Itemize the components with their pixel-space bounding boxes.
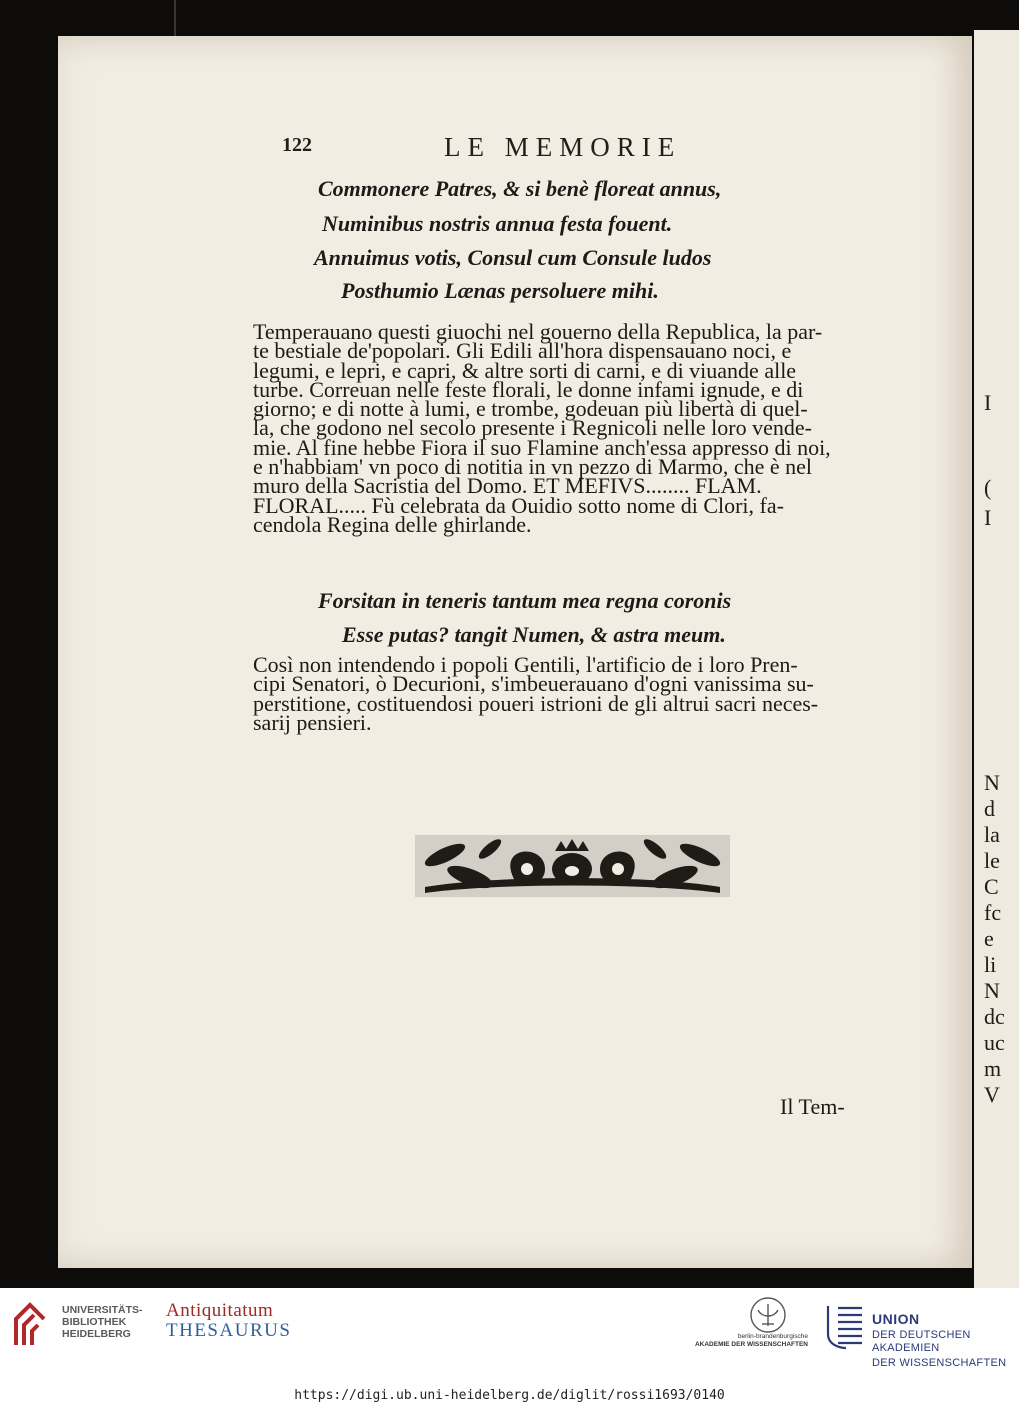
page-number: 122 — [282, 134, 312, 156]
next-page-fragment: dc — [984, 1004, 1005, 1029]
text-line: la, che godono nel secolo presente i Regnicoli nelle loro vende- — [253, 415, 812, 441]
next-page-fragment: C — [984, 874, 999, 899]
bbaw-name[interactable]: berlin-brandenburgische AKADEMIE DER WISSENSCHAFTEN — [694, 1333, 808, 1348]
next-page-fragment: fc — [984, 900, 1002, 925]
next-page-edge — [974, 30, 1019, 1288]
text-line: turbe. Correuan nelle feste florali, le donne infami ignude, e di — [253, 376, 804, 402]
next-page-fragment: d — [984, 796, 995, 821]
text-line: perstitione, costituendosi poueri istrioni de gli altrui sacri neces- — [253, 690, 819, 716]
text-line: muro della Sacristia del Domo. ET MEFIVS........ FLAM. — [253, 473, 762, 499]
catchword: Il Tem- — [780, 1094, 845, 1119]
running-title: LE MEMORIE — [444, 132, 682, 162]
next-page-fragment: li — [984, 952, 997, 977]
verse-line: Commonere Patres, & si benè floreat annus, — [318, 176, 722, 201]
running-header — [282, 132, 742, 166]
verse-line: Numinibus nostris annua festa fouent. — [322, 211, 673, 236]
bbaw-eagle-icon[interactable] — [748, 1296, 788, 1334]
text-line: Così non intendendo i popoli Gentili, l'artificio de i loro Pren- — [253, 652, 798, 677]
union-akademien-name[interactable]: UNION DER DEUTSCHEN AKADEMIEN DER WISSENSCHAFTEN — [872, 1311, 1007, 1369]
binding-edge — [174, 0, 176, 36]
verse-line: Annuimus votis, Consul cum Consule ludos — [314, 245, 712, 270]
text-line: FLORAL..... Fù celebrata da Ouidio sotto nome di Clori, fa- — [253, 492, 784, 518]
verse-line: Forsitan in teneris tantum mea regna coronis — [318, 588, 732, 613]
text-line: Temperauano questi giuochi nel gouerno della Republica, la par- — [253, 319, 823, 344]
paragraph-2 — [253, 652, 819, 735]
floral-ornament-icon — [415, 835, 730, 897]
text-line: sarij pensieri. — [253, 709, 372, 735]
union-akademien-logo-icon[interactable] — [824, 1300, 866, 1352]
next-page-fragment: I — [984, 390, 992, 415]
paragraph-1 — [253, 319, 831, 537]
next-page-fragment: le — [984, 848, 1000, 873]
ub-heidelberg-name[interactable]: UNIVERSITÄTS- BIBLIOTHEK HEIDELBERG — [62, 1304, 143, 1340]
text-line: e n'habbiam' vn poco di notitia in vn pezzo di Marmo, che è nel — [253, 454, 812, 480]
text-line: giorno; e di notte à lumi, e trombe, godeuan più libertà di quel- — [253, 396, 808, 422]
text-line: cendola Regina delle ghirlande. — [253, 511, 532, 537]
next-page-fragment: la — [984, 822, 1000, 847]
next-page-fragment: N — [984, 978, 1000, 1003]
antiquitatum-thesaurus-logo[interactable]: Antiquitatum THESAURUS — [166, 1300, 292, 1341]
next-page-fragment: I — [984, 505, 992, 530]
next-page-fragment: uc — [984, 1030, 1005, 1055]
next-page-fragment: V — [984, 1082, 1000, 1107]
verse-line: Esse putas? tangit Numen, & astra meum. — [342, 622, 726, 647]
next-page-fragment: e — [984, 926, 994, 951]
text-line: cipi Senatori, ò Decurioni, s'imbeuerauano d'ogni vanissima su- — [253, 671, 814, 697]
verse-line: Posthumio Lænas persoluere mihi. — [341, 278, 659, 303]
text-line: te bestiale de'popolari. Gli Edili all'hora dispensauano noci, e — [253, 338, 792, 364]
page-url[interactable]: https://digi.ub.uni-heidelberg.de/diglit/rossi1693/0140 — [294, 1388, 725, 1403]
text-line: legumi, e lepri, e capri, & altre sorti di carni, e di viuande alle — [253, 357, 797, 383]
ub-heidelberg-logo-icon[interactable] — [10, 1297, 52, 1349]
next-page-fragment: N — [984, 770, 1000, 795]
next-page-fragment: ( — [984, 475, 992, 500]
next-page-fragment: m — [984, 1056, 1002, 1081]
text-line: mie. Al fine hebbe Fiora il suo Flamine anch'essa appresso di noi, — [253, 434, 831, 460]
